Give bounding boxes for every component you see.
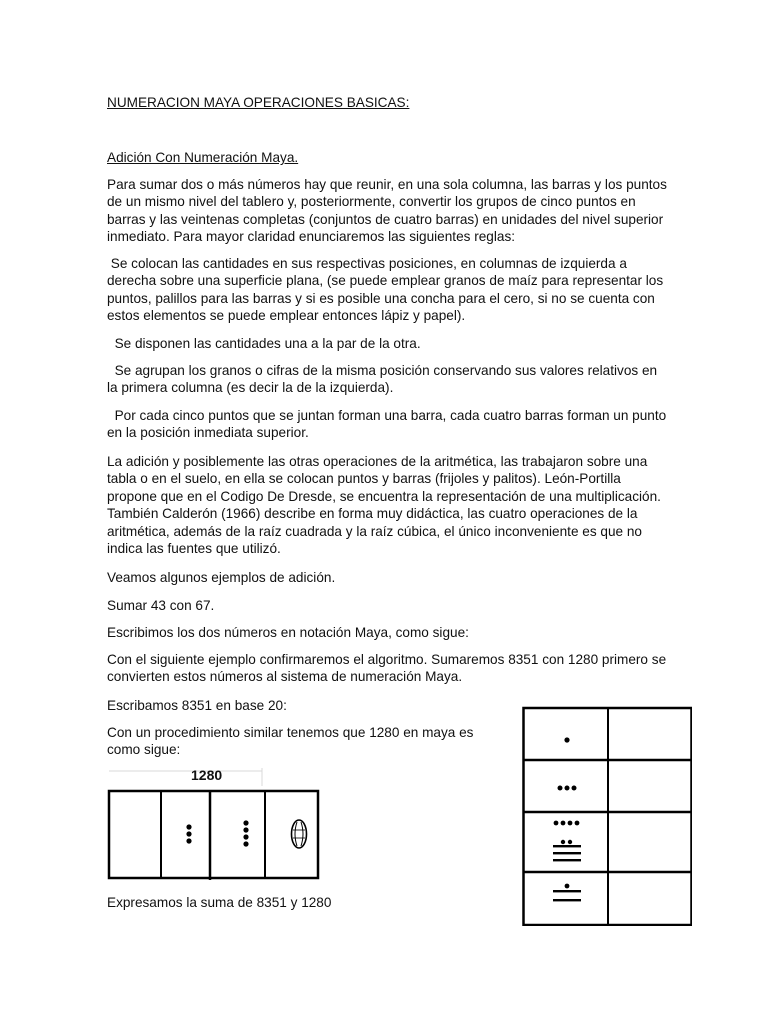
paragraph-rule-4: Por cada cinco puntos que se juntan forman una barra, cada cuatro barras forman un punto en la posición inmediata superior. [107,408,670,441]
diagram-outer-box [109,791,318,878]
maya-digit-one-dot-two-bars [553,884,581,902]
maya-digit-four-dots [243,820,248,846]
paragraph-rule-1: Se colocan las cantidades en sus respectivas posiciones, en columnas de izquierda a derecha sobre una superficie plana, (se puede emplear granos de maíz para representar los puntos, palillos para las barras y si es posible una concha para el cero, si no se cuenta con estos elementos se puede emplear entonces lápiz y papel). [107,256,667,324]
document-title: NUMERACION MAYA OPERACIONES BASICAS: [107,95,410,110]
paragraph-notacion: Escribimos los dos números en notación Maya, como sigue: [107,625,469,640]
paragraph-algoritmo: Con el siguiente ejemplo confirmaremos el algoritmo. Sumaremos 8351 con 1280 primero se convierten estos números al sistema de numeración Maya. [107,652,667,685]
maya-digit-one-dot [564,737,569,742]
paragraph-base20: Escribamos 8351 en base 20: [107,698,287,713]
maya-digit-three-dots [558,786,577,791]
paragraph-1280: Con un procedimiento similar tenemos que 1280 en maya es como sigue: [107,725,474,758]
paragraph-sumar: Sumar 43 con 67. [107,598,215,613]
paragraph-rule-2: Se disponen las cantidades una a la par de la otra. [107,336,421,351]
paragraph-suma: Expresamos la suma de 8351 y 1280 [107,895,332,910]
section-heading-adicion: Adición Con Numeración Maya. [107,150,299,165]
paragraph-examples: Veamos algunos ejemplos de adición. [107,570,336,585]
maya-8351-svg [522,706,692,926]
maya-digit-three-dots [186,824,191,843]
maya-8351-table [522,706,692,926]
paragraph-intro: Para sumar dos o más números hay que reunir, en una sola columna, las barras y los puntos de un mismo nivel del tablero y, posteriormente, convertir los grupos de cinco puntos en barras y las veintenas completas (conjuntos de cuatro barras) en unidades del nivel superior inmediato. Para mayor claridad enunciaremos las siguientes reglas: [107,177,667,245]
diagram-label-1280: 1280 [191,767,223,783]
paragraph-rule-3: Se agrupan los granos o cifras de la misma posición conservando sus valores relativos en la primera columna (es decir la de la izquierda). [107,363,661,396]
maya-shell-zero-icon [292,820,307,848]
maya-digit-four-dots-three-bars [553,821,581,862]
paragraph-history: La adición y posiblemente las otras operaciones de la aritmética, las trabajaron sobre una tabla o en el suelo, en ella se colocan puntos y barras (frijoles y palitos). León-Portilla propone que en el Codigo De Dresde, se encuentra la representación de una multiplicación. También Calderón (1966) describe en forma muy didáctica, las cuatro operaciones de la aritmética, además de la raíz cuadrada y la raíz cúbica, el único inconveniente es que no indica las fuentes que utilizó. [107,454,661,557]
maya-1280-diagram [107,764,332,884]
